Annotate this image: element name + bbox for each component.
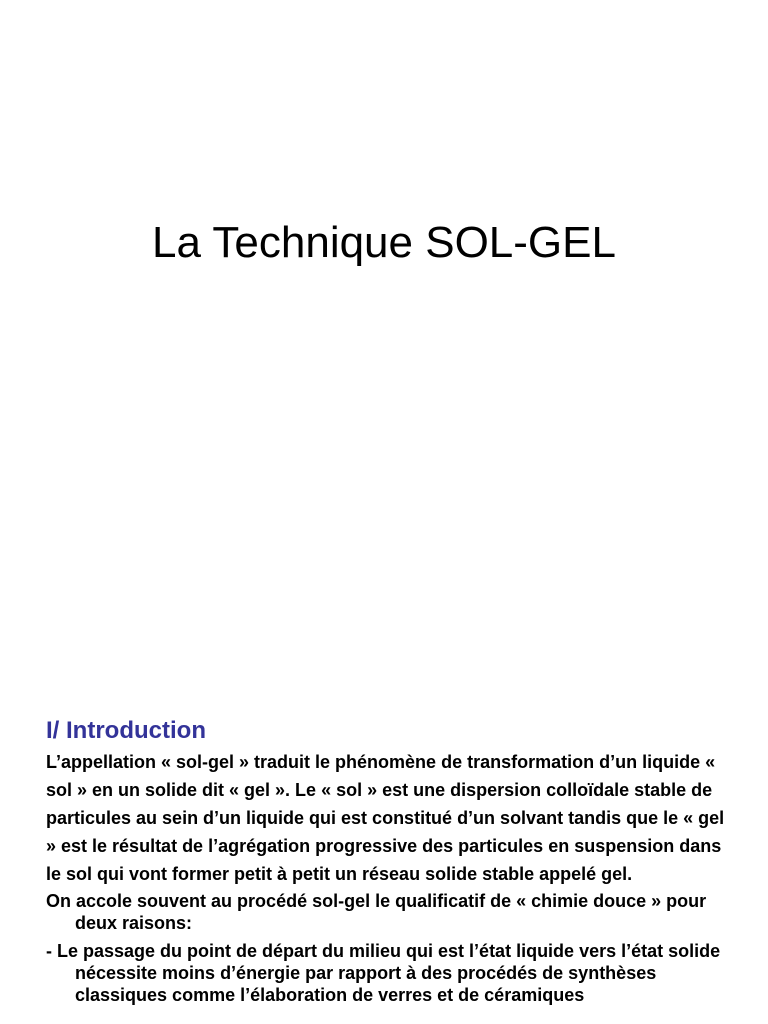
chimie-douce-paragraph: On accole souvent au procédé sol-gel le qualificatif de « chimie douce » pour deux raisons: [46,891,707,933]
bullet-item: - Le passage du point de départ du milieu qui est l’état liquide vers l’état solide nécessite moins d’énergie par rapport à des procédés de synthèses classiques comme l’élaboration de verres et de céramiques [46,941,721,1005]
slide-title: La Technique SOL-GEL [152,218,616,267]
content-section [46,716,736,1006]
section-heading: I/ Introduction [46,717,206,744]
intro-paragraph: L’appellation « sol-gel » traduit le phénomène de transformation d’un liquide « sol » en un solide dit « gel ». Le « sol » est une dispersion colloïdale stable de particules au sein d’un liquide qui est constitué d’un solvant tandis que le « gel » est le résultat de l’agrégation progressive des particules en suspension dans le sol qui vont former petit à petit un réseau solide stable appelé gel. [46,752,725,884]
